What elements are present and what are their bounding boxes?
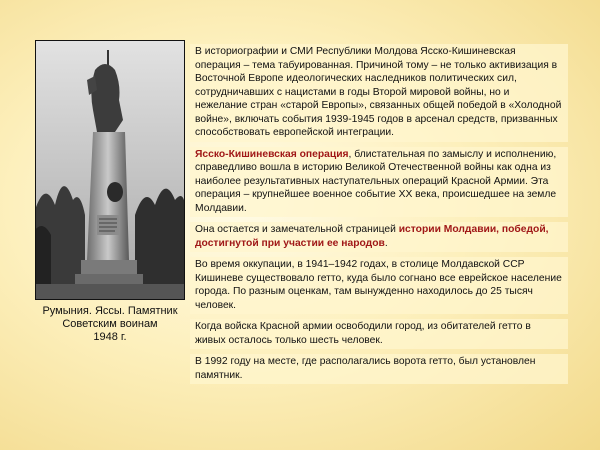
caption-line-3: 1948 г.: [93, 331, 127, 343]
paragraph-1: В историографии и СМИ Республики Молдова Ясско-Кишиневская операция – тема табуированная. Причиной тому – не только активизация в Восточной Европе идеологических наследников политических сил, сотрудничавших с нацистами в годы Второй мировой войны, но и нежелание стран «старой Европы», связанных общей победой в «Холодной войне», включать события 1939-1945 годов в арсенал средств, призванных способствовать европейской интеграции.: [190, 44, 568, 142]
monument-illustration: [35, 40, 185, 300]
paragraph-3-end: .: [384, 237, 388, 249]
paragraph-2: [190, 147, 568, 218]
caption-line-2: Советским воинам: [62, 318, 158, 330]
paragraph-3-start: Она остается и замечательной страницей: [195, 224, 399, 235]
text-column: [190, 44, 568, 448]
paragraph-3-highlight: истории Молдавии, победой, достигнутой при участии ее народов: [195, 224, 549, 249]
paragraph-2-rest: , блистательная по замыслу и исполнению, справедливо вошла в историю Великой Отечественной войны как одна из наиболее результативных наступательных операций Красной Армии. Эта операция – крупнейшее военное событие XX века, происшедшее на земле Молдавии.: [195, 148, 557, 214]
monument-photo: [35, 40, 185, 300]
paragraph-3: [190, 222, 568, 252]
paragraph-5: Когда войска Красной армии освободили город, из обитателей гетто в живых осталось только шесть человек.: [190, 319, 568, 349]
paragraph-4: Во время оккупации, в 1941–1942 годах, в столице Молдавской ССР Кишиневе существовало гетто, куда было согнано все еврейское население города. По разным оценкам, там вынужденно находилось до 25 тысяч человек.: [190, 257, 568, 314]
paragraph-2-highlight: Ясско-Кишиневская операция: [195, 148, 349, 160]
caption-line-1: Румыния. Яссы. Памятник: [42, 305, 178, 317]
paragraph-6: В 1992 году на месте, где располагались ворота гетто, был установлен памятник.: [190, 354, 568, 384]
photo-caption: [20, 305, 200, 344]
